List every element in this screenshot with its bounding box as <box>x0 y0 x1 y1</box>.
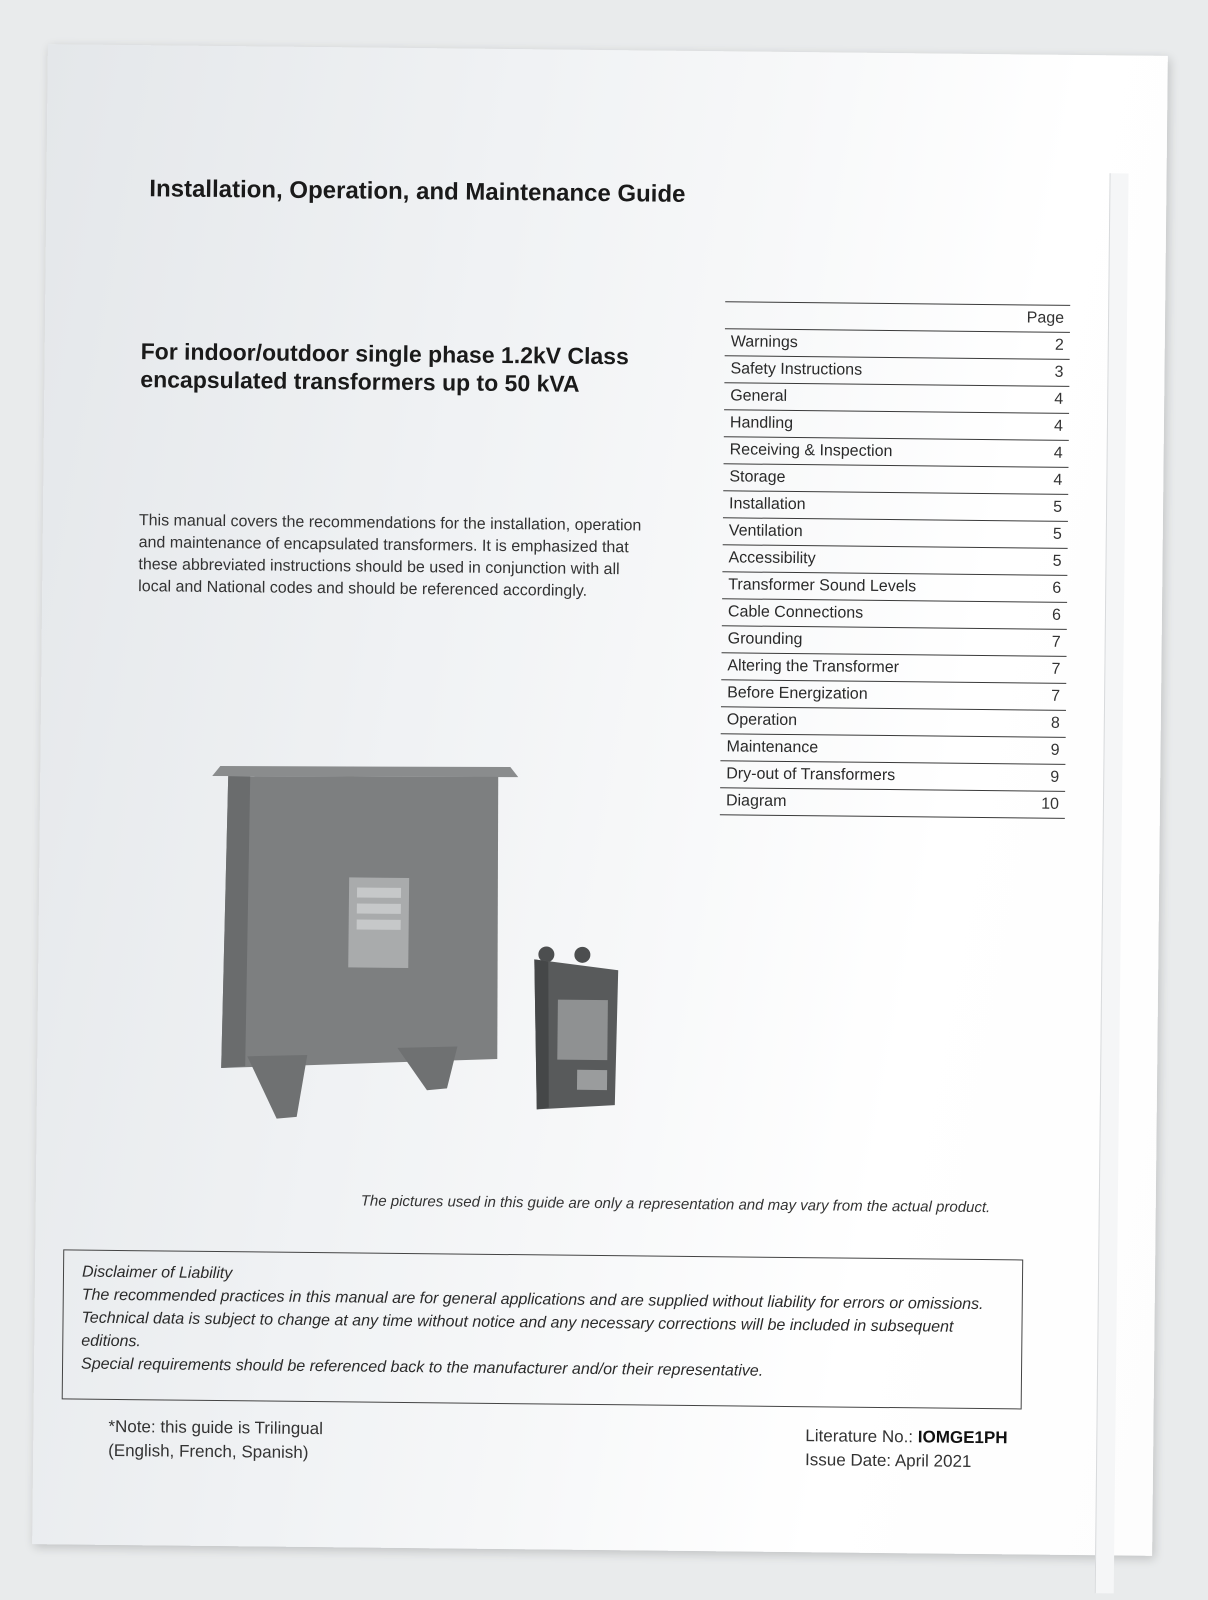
page-edge <box>1095 173 1129 1593</box>
toc-page-number: 5 <box>1052 552 1062 570</box>
table-of-contents <box>720 301 1070 819</box>
toc-page-header: Page <box>1026 309 1065 327</box>
toc-row <box>720 761 1065 792</box>
issue-date: Issue Date: April 2021 <box>805 1450 972 1471</box>
toc-label: Dry-out of Transformers <box>726 765 896 785</box>
toc-row <box>724 410 1069 441</box>
toc-page-number: 2 <box>1054 336 1064 354</box>
toc-row <box>722 572 1067 603</box>
toc-page-number: 7 <box>1051 660 1061 678</box>
toc-rows <box>720 329 1070 819</box>
literature-info <box>805 1424 1065 1475</box>
toc-label: Operation <box>726 711 798 730</box>
toc-header <box>725 301 1070 333</box>
toc-page-number: 9 <box>1050 741 1060 759</box>
toc-label: Storage <box>729 468 786 486</box>
toc-label: Transformer Sound Levels <box>728 576 917 596</box>
guide-title: Installation, Operation, and Maintenance Guide <box>149 175 686 208</box>
toc-row <box>721 680 1066 711</box>
toc-label: Handling <box>729 414 794 433</box>
toc-page-number: 8 <box>1050 714 1060 732</box>
guide-subtitle: For indoor/outdoor single phase 1.2kV Class encapsulated transformers up to 50 kVA <box>140 338 629 397</box>
disclaimer-heading: Disclaimer of Liability <box>81 1263 233 1283</box>
toc-page-number: 7 <box>1051 687 1061 705</box>
large-transformer-image <box>209 764 519 1121</box>
toc-row <box>724 356 1069 387</box>
toc-label: Before Energization <box>727 684 868 703</box>
toc-row <box>722 626 1067 657</box>
toc-row <box>723 491 1068 522</box>
toc-page-number: 7 <box>1051 633 1061 651</box>
toc-label: Warnings <box>730 333 798 352</box>
toc-label: Altering the Transformer <box>727 657 900 677</box>
toc-label: Diagram <box>725 792 787 810</box>
literature-code: IOMGE1PH <box>917 1427 1008 1448</box>
toc-row <box>725 329 1070 360</box>
toc-page-number: 3 <box>1054 363 1064 381</box>
toc-page-number: 4 <box>1053 444 1063 462</box>
toc-page-number: 4 <box>1053 417 1064 435</box>
disclaimer-body: The recommended practices in this manual are for general applications and are supplied without liability for errors or omissions. Technical data is subject to change at any time without notice and any necessary corrections will be included in subsequent editions. <box>81 1286 984 1351</box>
toc-label: Ventilation <box>728 522 803 541</box>
toc-label: Accessibility <box>728 549 816 568</box>
toc-row <box>724 383 1069 414</box>
toc-page-number: 4 <box>1054 390 1064 408</box>
note-line-1: *Note: this guide is Trilingual <box>108 1416 324 1439</box>
toc-page-number: 6 <box>1051 606 1062 624</box>
transformer-illustration <box>196 736 660 1141</box>
trilingual-note <box>108 1415 438 1466</box>
toc-row <box>724 437 1069 468</box>
literature-label: Literature No.: <box>805 1426 918 1447</box>
toc-label: Cable Connections <box>727 603 864 622</box>
toc-row <box>722 545 1067 576</box>
image-caption: The pictures used in this guide are only a representation and may vary from the actual product. <box>360 1192 991 1217</box>
toc-label: Installation <box>729 495 806 514</box>
literature-number <box>805 1424 1065 1451</box>
toc-row <box>723 518 1068 549</box>
toc-label: Receiving & Inspection <box>729 441 893 461</box>
toc-row <box>720 734 1065 765</box>
disclaimer-special: Special requirements should be referenced back to the manufacturer and/or their representative. <box>80 1355 764 1380</box>
toc-page-number: 5 <box>1052 525 1062 543</box>
intro-paragraph: This manual covers the recommendations for the installation, operation and maintenance of encapsulated transformers. It is emphasized that these abbreviated instructions should be used in conjunction with all local and National codes and should be referenced accordingly. <box>138 512 642 600</box>
toc-page-number: 5 <box>1053 498 1063 516</box>
document-page <box>32 44 1168 1556</box>
toc-page-number: 9 <box>1050 768 1060 786</box>
toc-row <box>722 599 1067 630</box>
toc-label: Grounding <box>727 630 803 649</box>
toc-row <box>720 788 1065 819</box>
toc-label: General <box>730 387 788 405</box>
toc-page-number: 10 <box>1041 795 1060 813</box>
note-line-2: (English, French, Spanish) <box>108 1440 309 1462</box>
disclaimer-box <box>62 1249 1024 1409</box>
toc-page-number: 6 <box>1052 579 1062 597</box>
toc-page-number: 4 <box>1053 471 1063 489</box>
toc-label: Safety Instructions <box>730 360 863 379</box>
small-transformer-image <box>533 946 619 1110</box>
toc-label: Maintenance <box>726 738 819 757</box>
toc-row <box>721 653 1066 684</box>
toc-row <box>721 707 1066 738</box>
toc-row <box>723 464 1068 495</box>
